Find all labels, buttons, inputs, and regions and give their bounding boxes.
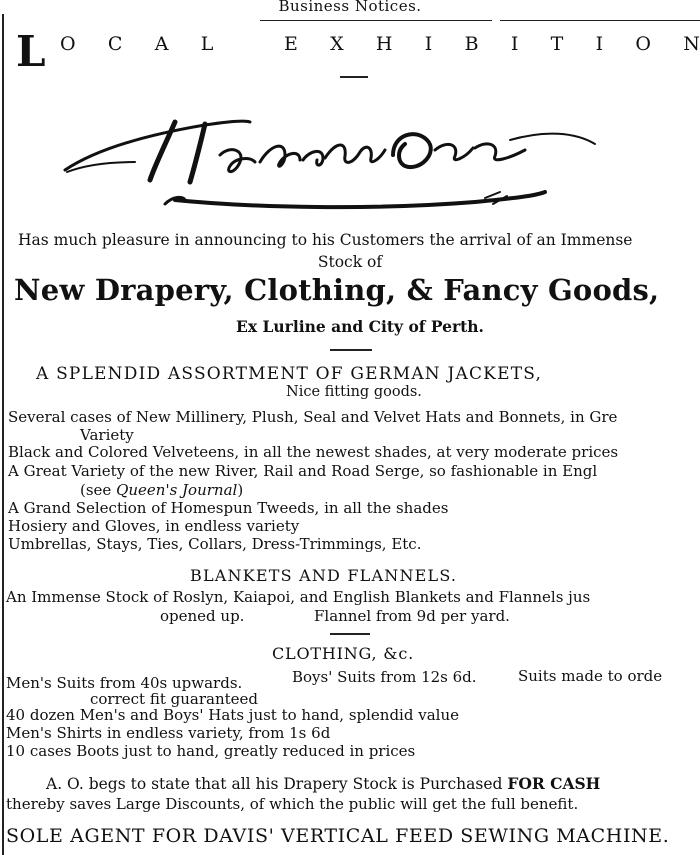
- sole-agent: SOLE AGENT FOR DAVIS' VERTICAL FEED SEWING MACHINE.: [6, 825, 670, 847]
- cash-line-1-text: A. O. begs to state that all his Drapery Stock is Purchased: [46, 775, 508, 793]
- exhibition-letter: H: [375, 33, 393, 55]
- exhibition-letter: A: [154, 33, 169, 55]
- item-serge-note: [80, 481, 243, 499]
- exhibition-letter: O: [635, 33, 651, 55]
- section-header: Business Notices.: [278, 0, 422, 15]
- subheadline: Ex Lurline and City of Perth.: [236, 317, 484, 336]
- cash-line-2: thereby saves Large Discounts, of which the public will get the full benefit.: [6, 795, 579, 813]
- exhibition-gap: [246, 33, 252, 55]
- exhibition-letter: T: [550, 33, 564, 55]
- exhibition-letter: E: [283, 33, 298, 55]
- item-millinery: Several cases of New Millinery, Plush, Seal and Velvet Hats and Bonnets, in Gre: [8, 408, 618, 426]
- clothing-mens-suits: Men's Suits from 40s upwards.: [6, 674, 243, 692]
- item-tweeds: A Grand Selection of Homespun Tweeds, in all the shades: [8, 499, 449, 517]
- divider-2: [330, 633, 370, 635]
- exhibition-letter: N: [683, 33, 700, 55]
- clothing-shirts: Men's Shirts in endless variety, from 1s 6d: [6, 724, 331, 742]
- serge-note-pre: (see: [80, 481, 117, 499]
- blankets-flannel-price: Flannel from 9d per yard.: [314, 607, 510, 625]
- clothing-fit-guaranteed: correct fit guaranteed: [90, 690, 259, 708]
- item-serge: A Great Variety of the new River, Rail and Road Serge, so fashionable in Engl: [8, 462, 598, 480]
- intro-line-1: Has much pleasure in announcing to his Customers the arrival of an Immense: [18, 231, 633, 249]
- cash-for-cash: FOR CASH: [507, 774, 601, 793]
- left-border: [2, 14, 4, 855]
- item-umbrellas: Umbrellas, Stays, Ties, Collars, Dress-Trimmings, Etc.: [8, 535, 422, 553]
- exhibition-title: [60, 33, 700, 55]
- clothing-hats: 40 dozen Men's and Boys' Hats just to hand, splendid value: [6, 706, 459, 724]
- clothing-title: CLOTHING, &c.: [272, 644, 415, 663]
- exhibition-letter: I: [595, 33, 604, 55]
- header-rule: [260, 20, 492, 21]
- header-rule-right: [500, 20, 700, 21]
- jackets-sub: Nice fitting goods.: [286, 384, 422, 400]
- intro-line-2: Stock of: [317, 253, 383, 271]
- item-hosiery: Hosiery and Gloves, in endless variety: [8, 517, 300, 535]
- signature: [55, 100, 615, 225]
- blankets-line-1: An Immense Stock of Roslyn, Kaiapoi, and English Blankets and Flannels jus: [6, 588, 591, 606]
- item-millinery-cont: Variety: [80, 426, 134, 444]
- exhibition-letter: I: [424, 33, 433, 55]
- exhibition-letter: C: [107, 33, 123, 55]
- clothing-boots: 10 cases Boots just to hand, greatly reduced in prices: [6, 742, 416, 760]
- item-velveteens: Black and Colored Velveteens, in all the newest shades, at very moderate prices: [8, 443, 619, 461]
- exhibition-rule: [340, 76, 368, 78]
- jackets-title: A SPLENDID ASSORTMENT OF GERMAN JACKETS,: [36, 364, 543, 384]
- clothing-boys-suits: Boys' Suits from 12s 6d.: [292, 668, 477, 686]
- headline: New Drapery, Clothing, & Fancy Goods,: [14, 273, 660, 307]
- exhibition-initial: L: [16, 27, 46, 76]
- blankets-title: BLANKETS AND FLANNELS.: [190, 566, 458, 585]
- serge-note-post: ): [237, 481, 244, 499]
- exhibition-letter: L: [200, 33, 214, 55]
- exhibition-letter: O: [60, 33, 76, 55]
- cash-line-1: [46, 775, 600, 793]
- exhibition-letter: X: [330, 33, 344, 55]
- exhibition-letter: B: [464, 33, 479, 55]
- exhibition-letter: I: [510, 33, 519, 55]
- serge-note-journal: Queen's Journal: [116, 481, 238, 499]
- divider-1: [330, 349, 372, 351]
- blankets-opened: opened up.: [160, 607, 245, 625]
- clothing-made-to-order: Suits made to orde: [518, 667, 663, 685]
